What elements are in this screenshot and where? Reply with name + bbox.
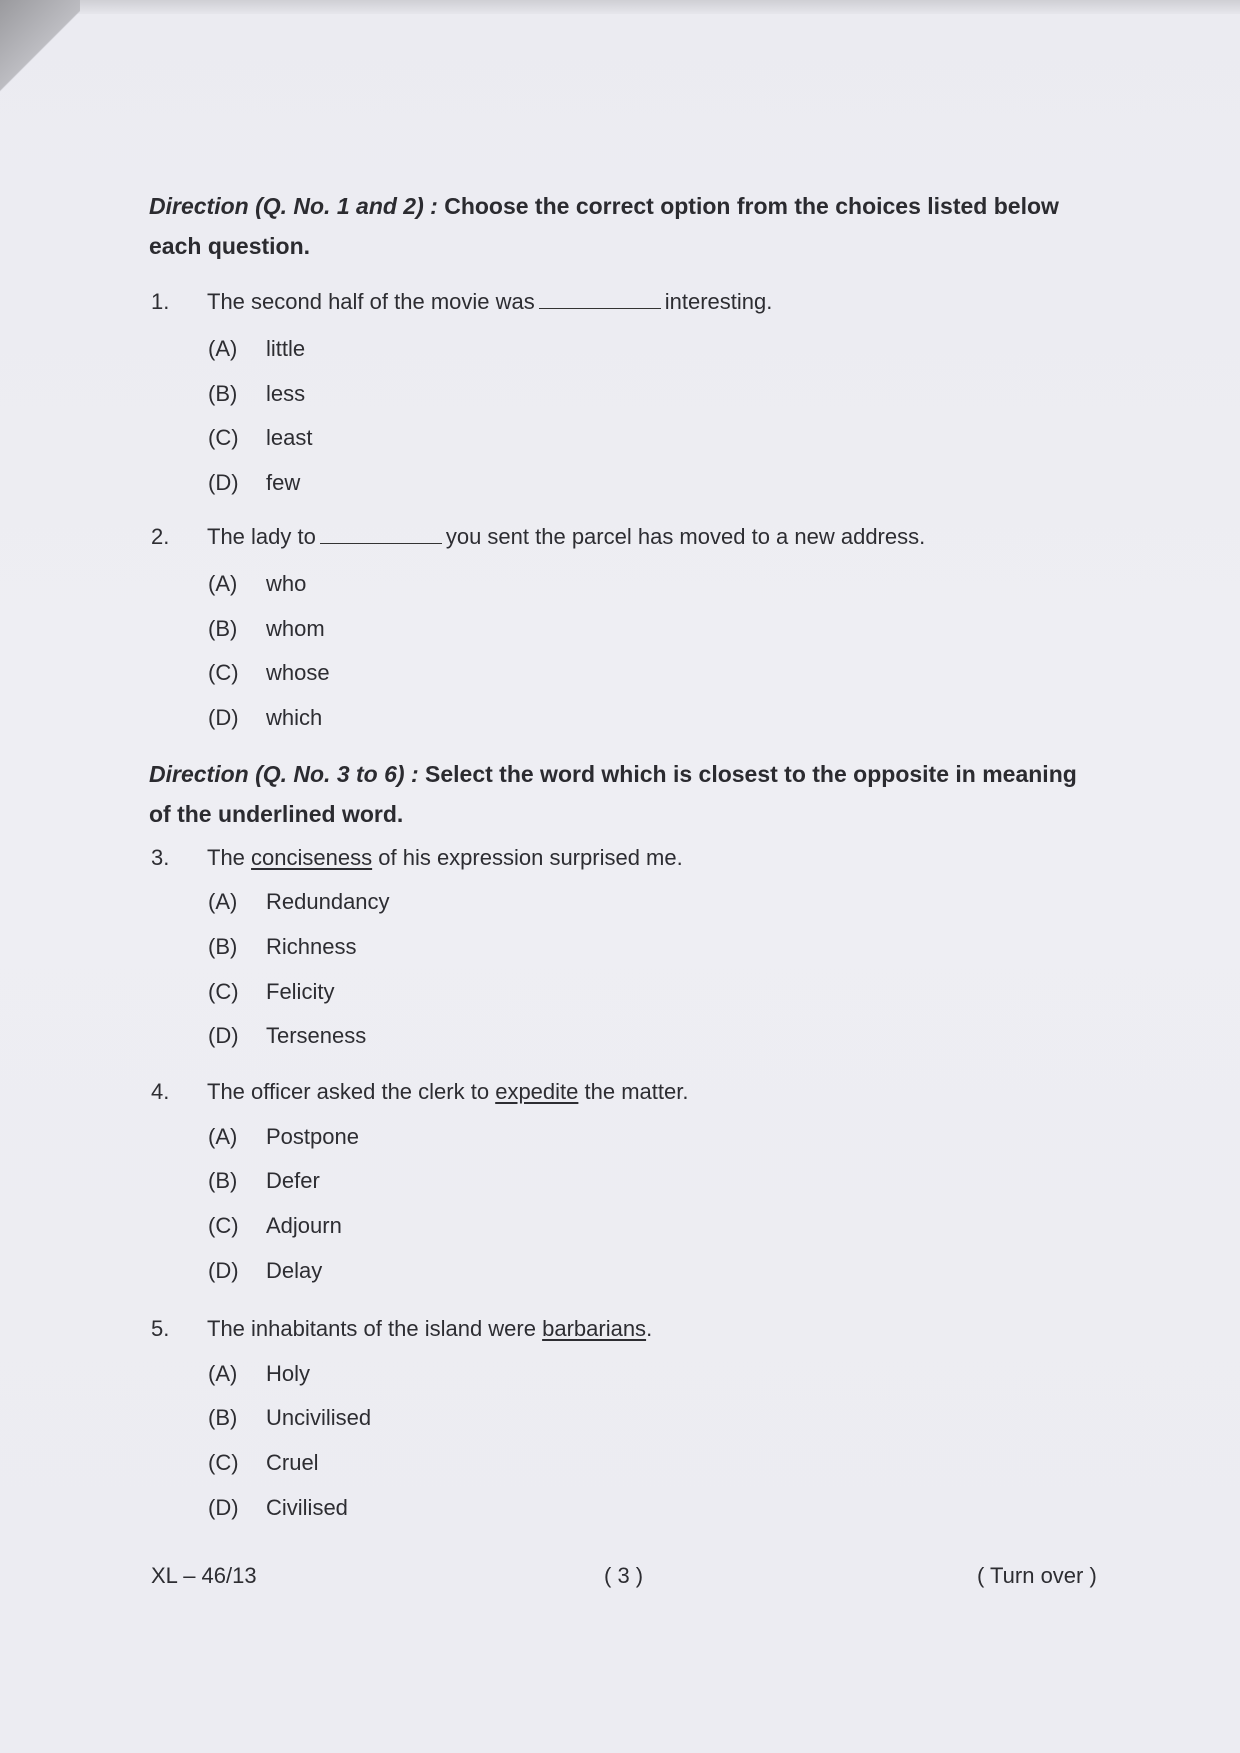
option-label: (B) (208, 1168, 238, 1193)
option-label: (A) (208, 336, 238, 361)
option-label: (A) (208, 1361, 238, 1386)
option-label: (D) (208, 1495, 239, 1520)
question-1 (151, 287, 772, 317)
option-label: (D) (208, 1023, 239, 1048)
option-label: (C) (208, 1450, 239, 1475)
option-label: (A) (208, 571, 238, 596)
question-2 (151, 522, 925, 552)
question-text-end: of his expression surprised me. (378, 845, 683, 870)
option-4c (208, 1211, 342, 1241)
question-4 (151, 1077, 688, 1107)
answer-blank (539, 290, 661, 309)
option-5a (208, 1359, 310, 1389)
option-text: Felicity (266, 979, 335, 1004)
question-3 (151, 843, 683, 873)
question-text-end: you sent the parcel has moved to a new address. (445, 524, 926, 549)
question-5 (151, 1314, 652, 1344)
option-text: Redundancy (266, 889, 390, 914)
option-label: (C) (208, 979, 239, 1004)
option-label: (A) (208, 1124, 238, 1149)
option-text: least (266, 425, 313, 450)
question-text: The lady to (207, 524, 316, 549)
question-text-end: interesting. (664, 289, 773, 314)
option-text: less (266, 381, 306, 406)
option-label: (D) (208, 470, 239, 495)
direction-q1-q2 (149, 186, 1109, 266)
page-corner-fold (0, 0, 80, 120)
underlined-word: conciseness (251, 845, 373, 870)
question-text: The officer asked the clerk to (207, 1079, 490, 1104)
option-label: (C) (208, 425, 239, 450)
direction-text-cont: each question. (149, 233, 311, 259)
option-4b (208, 1166, 320, 1196)
option-label: (A) (208, 889, 238, 914)
question-text-end: . (646, 1316, 653, 1341)
question-number: 3. (151, 845, 170, 870)
question-number: 4. (151, 1079, 170, 1104)
option-3d (208, 1021, 366, 1051)
option-2b (208, 614, 325, 644)
option-text: whose (266, 660, 330, 685)
page-number: ( 3 ) (604, 1563, 644, 1588)
option-1a (208, 334, 305, 364)
direction-text-cont: of the underlined word. (149, 801, 404, 827)
question-text: The second half of the movie was (207, 289, 535, 314)
option-5c (208, 1448, 319, 1478)
option-text: who (266, 571, 307, 596)
option-1b (208, 379, 305, 409)
option-text: whom (266, 616, 325, 641)
question-text: The inhabitants of the island were (207, 1316, 536, 1341)
option-text: Civilised (266, 1495, 348, 1520)
option-label: (B) (208, 381, 238, 406)
question-text: The (207, 845, 245, 870)
option-2d (208, 703, 322, 733)
option-3c (208, 977, 334, 1007)
option-text: Defer (266, 1168, 320, 1193)
question-number: 2. (151, 524, 170, 549)
direction-text: Select the word which is closest to the opposite in meaning (425, 761, 1077, 787)
option-text: Uncivilised (266, 1405, 372, 1430)
option-2c (208, 658, 330, 688)
option-label: (C) (208, 660, 239, 685)
option-text: few (266, 470, 301, 495)
option-label: (D) (208, 705, 239, 730)
page-top-edge (0, 0, 1240, 14)
option-5d (208, 1493, 348, 1523)
paper-code: XL – 46/13 (151, 1563, 257, 1588)
option-text: Delay (266, 1258, 323, 1283)
question-number: 1. (151, 289, 170, 314)
option-text: Holy (266, 1361, 311, 1386)
option-text: Terseness (266, 1023, 367, 1048)
option-label: (B) (208, 616, 238, 641)
option-5b (208, 1403, 371, 1433)
option-label: (B) (208, 934, 238, 959)
answer-blank (320, 525, 442, 544)
option-1c (208, 423, 312, 453)
direction-text: Choose the correct option from the choices listed below (444, 193, 1059, 219)
question-text-end: the matter. (584, 1079, 689, 1104)
option-label: (C) (208, 1213, 239, 1238)
underlined-word: expedite (495, 1079, 579, 1104)
option-text: little (266, 336, 306, 361)
option-text: Cruel (266, 1450, 319, 1475)
option-4a (208, 1122, 359, 1152)
option-3a (208, 887, 390, 917)
underlined-word: barbarians (542, 1316, 647, 1341)
option-text: Adjourn (266, 1213, 342, 1238)
direction-label: Direction (Q. No. 1 and 2) : (149, 193, 438, 219)
turn-over-note: ( Turn over ) (977, 1563, 1097, 1588)
direction-q3-q6 (149, 754, 1109, 834)
direction-label: Direction (Q. No. 3 to 6) : (149, 761, 419, 787)
option-1d (208, 468, 300, 498)
option-label: (D) (208, 1258, 239, 1283)
question-number: 5. (151, 1316, 170, 1341)
option-label: (B) (208, 1405, 238, 1430)
option-4d (208, 1256, 322, 1286)
option-2a (208, 569, 306, 599)
option-3b (208, 932, 356, 962)
option-text: which (266, 705, 323, 730)
option-text: Richness (266, 934, 357, 959)
option-text: Postpone (266, 1124, 359, 1149)
